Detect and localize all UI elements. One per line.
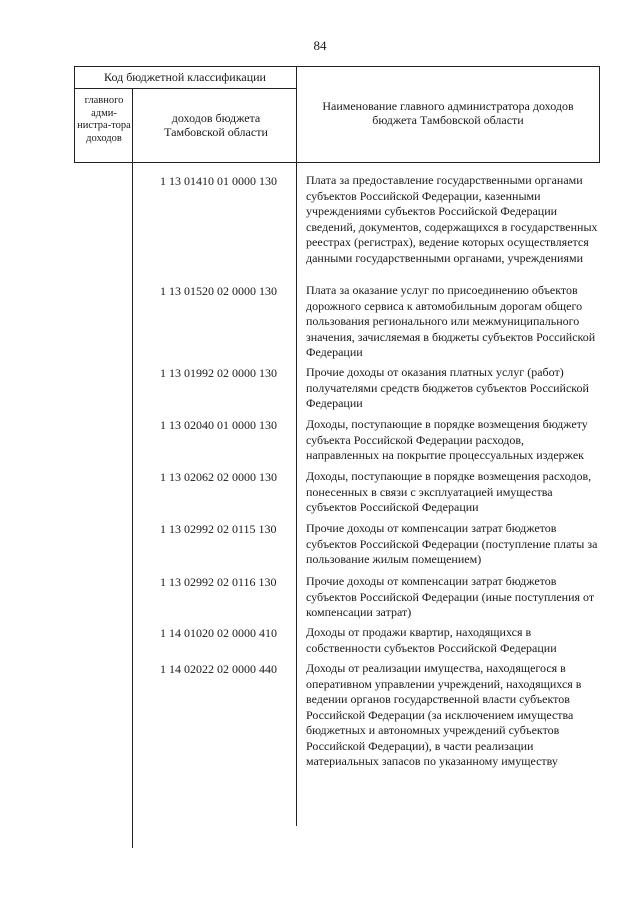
column-divider-income xyxy=(296,66,297,826)
row-name: Доходы, поступающие в порядке возмещения бюджету субъекта Российской Федерации расходов, направленных на покрытие процессуальных издержек xyxy=(306,417,588,462)
row-code: 1 13 02992 02 0116 130 xyxy=(160,575,277,589)
row-code: 1 14 02022 02 0000 440 xyxy=(160,662,277,676)
header-group-title: Код бюджетной классификации xyxy=(104,70,266,84)
row-code: 1 13 01520 02 0000 130 xyxy=(160,284,277,298)
row-code: 1 13 02992 02 0115 130 xyxy=(160,522,277,536)
group-header-divider xyxy=(74,88,296,89)
row-name: Плата за предоставление государственными органами субъектов Российской Федерации, казенными учреждениями субъектов Российской Федерации сведений, документов, содержащихся в государственных реестрах (регистрах), ведение которых осуществляется данными государственными органами, учреждениями xyxy=(306,173,598,265)
row-code: 1 14 01020 02 0000 410 xyxy=(160,626,277,640)
row-name: Плата за оказание услуг по присоединению объектов дорожного сервиса к автомобильным дорогам общего пользования регионального или межмуниципального значения, зачисляемая в бюджеты субъектов Российской Федерации xyxy=(306,283,596,359)
row-name: Прочие доходы от компенсации затрат бюджетов субъектов Российской Федерации (поступление платы за пользование жилым помещением) xyxy=(306,521,598,566)
row-name: Прочие доходы от оказания платных услуг (работ) получателями средств бюджетов субъектов Российской Федерации xyxy=(306,365,589,410)
header-col-name: Наименование главного администратора доходов бюджета Тамбовской области xyxy=(322,99,574,127)
header-bottom-border xyxy=(74,162,600,163)
header-col-income: доходов бюджета Тамбовской области xyxy=(164,111,268,139)
page-number: 84 xyxy=(313,38,327,53)
row-name: Доходы, поступающие в порядке возмещения расходов, понесенных в связи с эксплуатацией имущества субъектов Российской Федерации xyxy=(306,469,592,514)
header-col-admin: главного адми-нистра-тора доходов xyxy=(77,95,131,144)
row-code: 1 13 02062 02 0000 130 xyxy=(160,470,277,484)
row-code: 1 13 01992 02 0000 130 xyxy=(160,366,277,380)
row-name: Доходы от продажи квартир, находящихся в собственности субъектов Российской Федерации xyxy=(306,625,557,655)
row-name: Доходы от реализации имущества, находящегося в оперативном управлении учреждений, находящихся в ведении органов государственной власти субъектов Российской Федерации (за исключением имущества бюджетных и автономных учреждений субъектов Российской Федерации), в части реализации материальных запасов по указанному имуществу xyxy=(306,661,582,768)
table-top-border xyxy=(74,66,600,67)
row-code: 1 13 02040 01 0000 130 xyxy=(160,418,277,432)
row-code: 1 13 01410 01 0000 130 xyxy=(160,174,277,188)
column-divider-admin xyxy=(132,88,133,848)
table-right-border xyxy=(599,66,600,162)
row-name: Прочие доходы от компенсации затрат бюджетов субъектов Российской Федерации (иные поступления от компенсации затрат) xyxy=(306,574,595,619)
